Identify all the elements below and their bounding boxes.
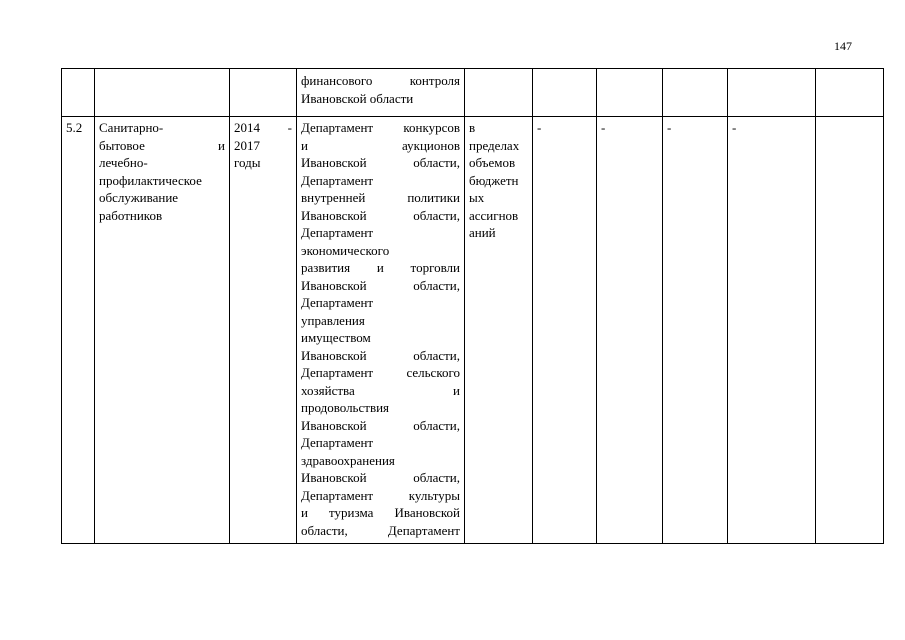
cell-value (663, 69, 728, 117)
executor-line: развития и торговли (301, 260, 460, 275)
cell-executor (297, 117, 465, 544)
cell-value: - (597, 117, 663, 544)
table-row-continuation (62, 69, 884, 117)
name-line: лечебно- (99, 155, 148, 170)
executor-line: финансового контроля (301, 73, 460, 88)
funding-line: пределах (469, 137, 520, 153)
cell-value (728, 69, 816, 117)
cell-value (816, 69, 884, 117)
cell-period (230, 69, 297, 117)
executor-line: Департамент (301, 295, 374, 310)
cell-funding (465, 117, 533, 544)
page-number: 147 (834, 39, 852, 53)
executor-line: Департамент (301, 172, 374, 188)
executor-line: управления (301, 312, 365, 328)
period-line: 2017 (234, 137, 260, 153)
executor-line: Департамент (301, 435, 374, 450)
executor-line: и аукционов (301, 137, 460, 153)
cell-num (62, 69, 95, 117)
executor-line: Ивановской области, (301, 277, 460, 293)
executor-line: Департамент культуры (301, 487, 460, 503)
executor-line: области, Департамент (301, 522, 460, 538)
name-line: бытовое и (99, 137, 225, 153)
executor-line: продовольствия (301, 400, 390, 415)
executor-line: Ивановской области, (301, 207, 460, 223)
executor-line: хозяйства и (301, 382, 460, 398)
executor-line: внутренней политики (301, 190, 460, 205)
name-line: профилактическое (99, 172, 202, 188)
executor-line: Департамент конкурсов (301, 120, 460, 135)
executor-line: Ивановской области (301, 90, 414, 106)
measures-table (61, 68, 884, 544)
executor-line: и туризма Ивановской (301, 505, 460, 520)
period-line: 2014 - (234, 120, 292, 135)
executor-line: здравоохранения (301, 452, 395, 468)
executor-line: Департамент сельского (301, 365, 460, 380)
cell-value (597, 69, 663, 117)
executor-line: экономического (301, 242, 390, 258)
cell-value (533, 69, 597, 117)
name-line: Санитарно- (99, 120, 164, 135)
period-line: годы (234, 155, 261, 170)
executor-line: Ивановской области, (301, 347, 460, 363)
cell-period (230, 117, 297, 544)
cell-value: - (663, 117, 728, 544)
cell-name (95, 117, 230, 544)
cell-value: - (533, 117, 597, 544)
cell-funding (465, 69, 533, 117)
executor-line: имуществом (301, 330, 371, 345)
executor-line: Ивановской области, (301, 470, 460, 485)
cell-executor (297, 69, 465, 117)
funding-line: в (469, 120, 476, 135)
cell-value: - (728, 117, 816, 544)
cell-num (62, 117, 95, 544)
cell-value (816, 117, 884, 544)
funding-line: аний (469, 225, 496, 240)
funding-line: бюджетн (469, 172, 519, 188)
name-line: обслуживание (99, 190, 179, 205)
cell-name (95, 69, 230, 117)
table-row-5-2 (62, 117, 884, 544)
executor-line: Ивановской области, (301, 417, 460, 433)
executor-line: Ивановской области, (301, 155, 460, 170)
funding-line: ых (469, 190, 485, 205)
funding-line: ассигнов (469, 207, 519, 223)
name-line: работников (99, 207, 163, 223)
row-number: 5.2 (66, 120, 83, 135)
funding-line: объемов (469, 155, 516, 170)
executor-line: Департамент (301, 225, 374, 240)
